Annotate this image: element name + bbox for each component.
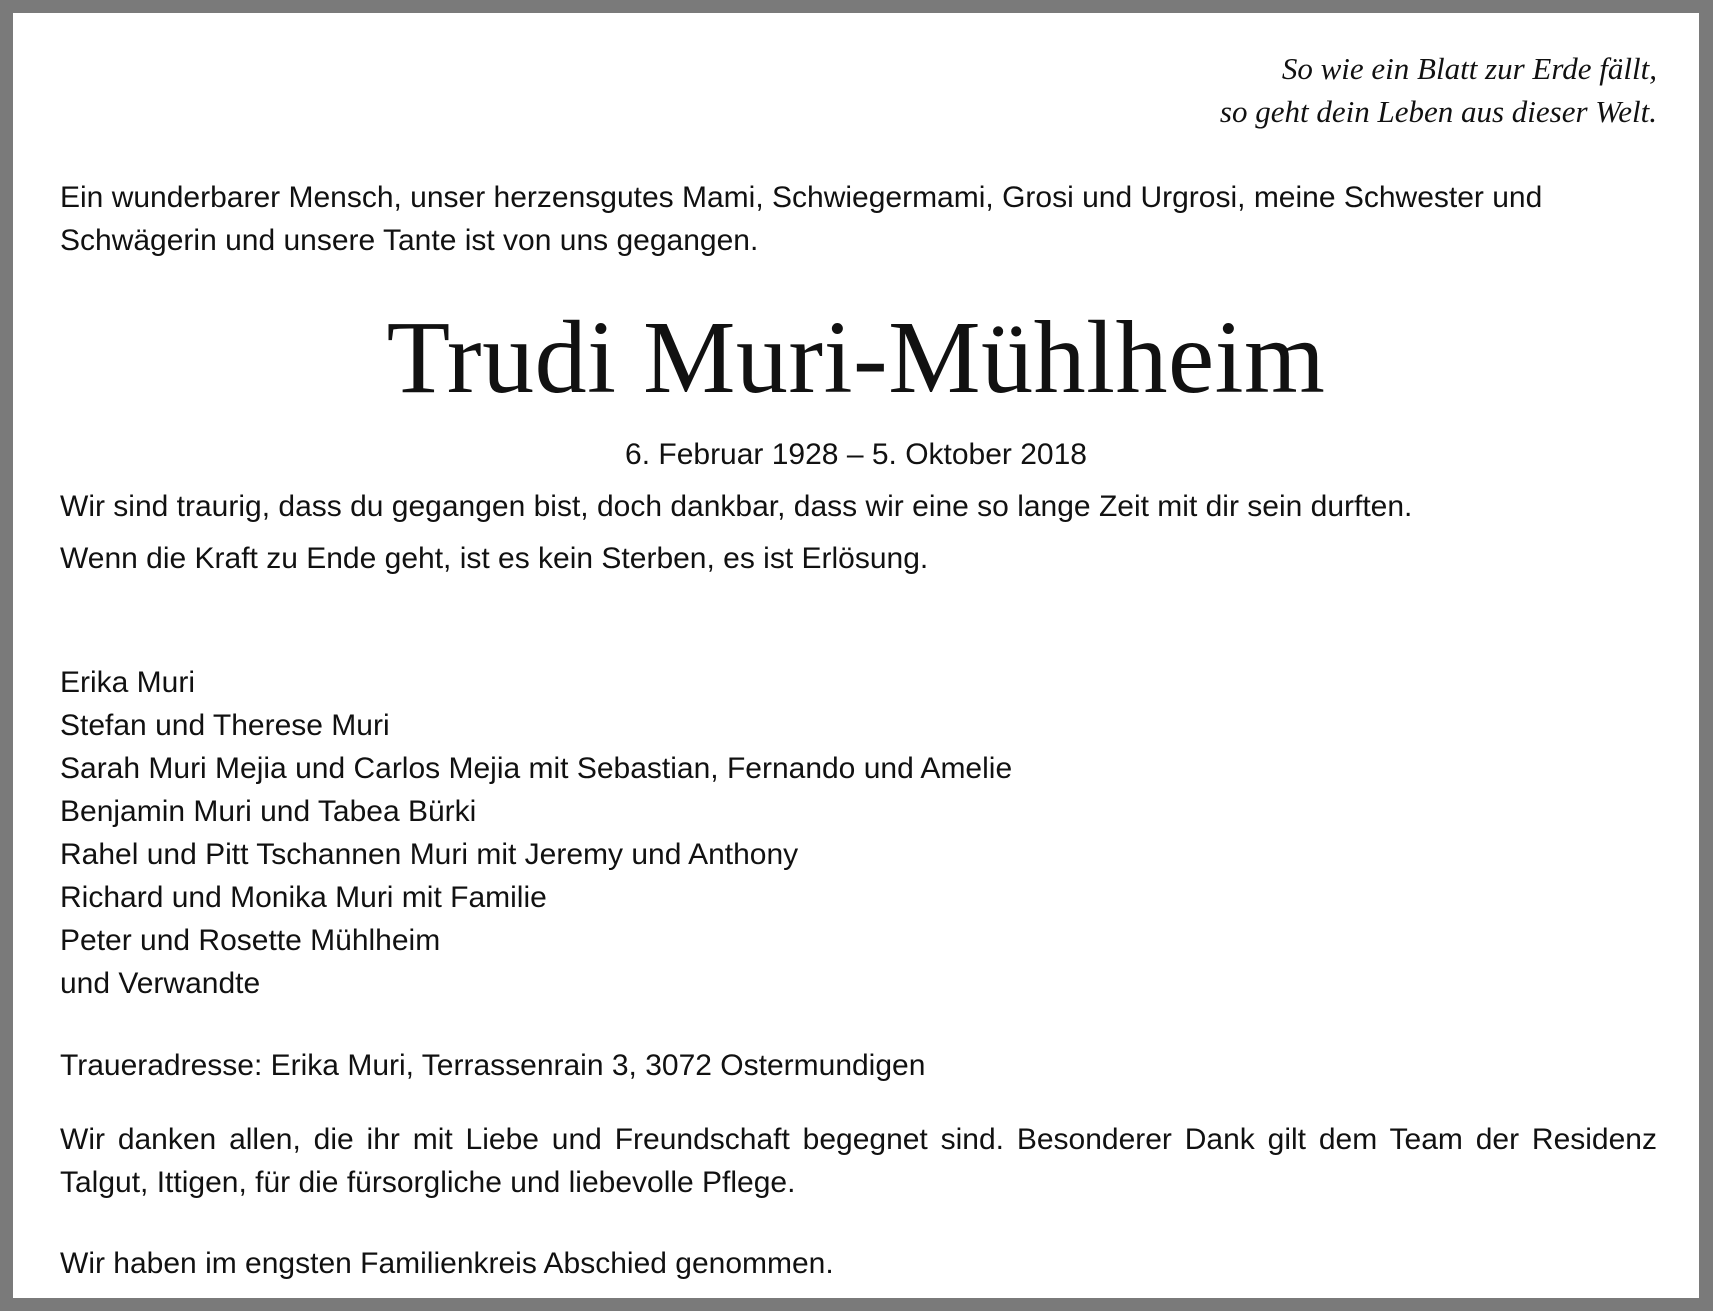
mourner-item: Peter und Rosette Mühlheim <box>60 924 441 957</box>
thanks-paragraph: Wir danken allen, die ihr mit Liebe und Freundschaft begegnet sind. Besonderer Dank gilt dem Team der Residenz Talgut, Ittigen, für die fürsorgliche und liebevolle Pflege. <box>60 1123 1657 1199</box>
mourner-item: Erika Muri <box>60 666 196 699</box>
mourner-item: Sarah Muri Mejia und Carlos Mejia mit Sebastian, Fernando und Amelie <box>60 752 1013 785</box>
mourner-item: Benjamin Muri und Tabea Bürki <box>60 795 477 828</box>
motto-verse <box>1220 47 1657 133</box>
deceased-name: Trudi Muri-Mühlheim <box>386 300 1326 415</box>
farewell-line: Wir haben im engsten Familienkreis Abschied genommen. <box>60 1247 834 1280</box>
mourners-list <box>60 661 1012 1005</box>
motto-line-2: so geht dein Leben aus dieser Welt. <box>1219 94 1657 129</box>
motto-line-1: So wie ein Blatt zur Erde fällt, <box>1281 51 1657 86</box>
mourner-item: Rahel und Pitt Tschannen Muri mit Jeremy und Anthony <box>60 838 799 871</box>
mourner-item: Stefan und Therese Muri <box>60 709 390 742</box>
mourner-item: Richard und Monika Muri mit Familie <box>60 881 547 914</box>
reflection-line-1: Wir sind traurig, dass du gegangen bist, doch dankbar, dass wir eine so lange Zeit mit dir sein durften. <box>60 490 1413 523</box>
reflection-line-2: Wenn die Kraft zu Ende geht, ist es kein Sterben, es ist Erlösung. <box>60 542 929 575</box>
intro-paragraph: Ein wunderbarer Mensch, unser herzensgutes Mami, Schwiegermami, Grosi und Urgrosi, meine Schwester und Schwägerin und unsere Tante ist von uns gegangen. <box>60 181 1543 257</box>
mourning-address: Traueradresse: Erika Muri, Terrassenrain 3, 3072 Ostermundigen <box>60 1049 926 1082</box>
life-dates: 6. Februar 1928 – 5. Oktober 2018 <box>625 438 1087 471</box>
mourner-item: und Verwandte <box>60 967 261 1000</box>
obituary-notice <box>13 13 1699 1298</box>
